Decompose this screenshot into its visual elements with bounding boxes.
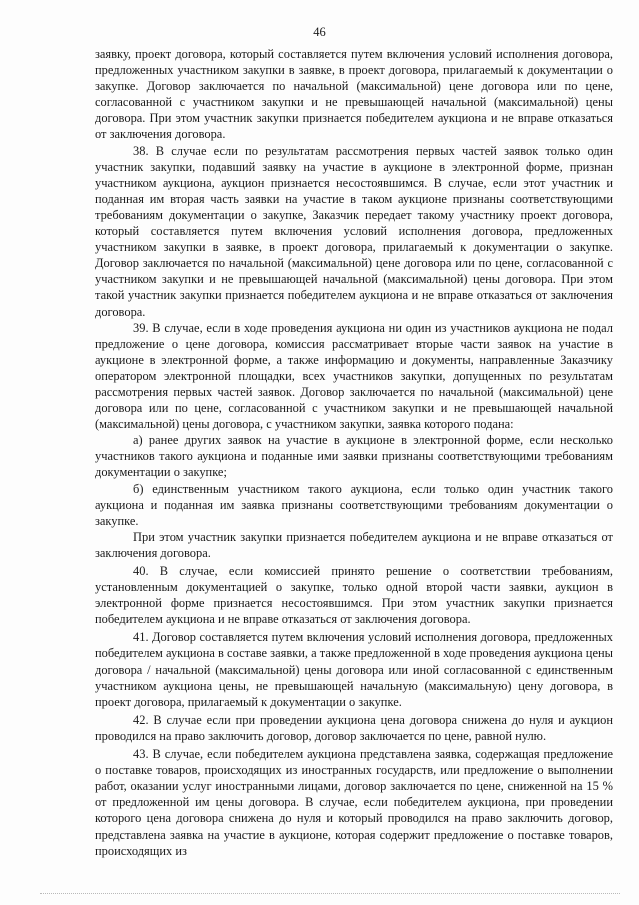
page-number: 46 — [313, 25, 326, 39]
paragraph-39-item-b: б) единственным участником такого аукциона, если только один участник такого аукциона и поданная им заявка признаны соответствующими требованиям документации о закупке. — [95, 481, 613, 528]
document-body — [95, 46, 613, 859]
paragraph-continuation: заявку, проект договора, который составляется путем включения условий исполнения договора, предложенных участником закупки в заявке, в проект договора, прилагаемый к документации о закупке. Договор заключается по начальной (максимальной) цене договора или по цене, согласованной с участником закупки и не превышающей начальной (максимальной) цены договора. При этом участник закупки признается победителем аукциона и не вправе отказаться от заключения договора. — [95, 47, 613, 142]
paragraph-43: 43. В случае, если победителем аукциона представлена заявка, содержащая предложение о поставке товаров, происходящих из иностранных государств, или предложение о выполнении работ, оказании услуг иностранными лицами, договор заключается по цене, сниженной на 15 % от предложенной им цены договора. В случае, если победителем аукциона, при проведении которого цена договора снижена до нуля и который проводился на право заключить договор, представлена заявка на участие в аукционе, которая содержит предложение о поставке товаров, происходящих из — [95, 747, 613, 858]
paragraph-39-conclusion: При этом участник закупки признается победителем аукциона и не вправе отказаться от заключения договора. — [95, 529, 613, 560]
paragraph-40: 40. В случае, если комиссией принято решение о соответствии требованиям, установленным документацией о закупке, только одной второй части заявки, аукцион в электронной форме признается несостоявшимся. При этом участник закупки признается победителем аукциона и не вправе отказаться от заключения договора. — [95, 564, 613, 627]
paragraph-41: 41. Договор составляется путем включения условий исполнения договора, предложенных победителем аукциона в составе заявки, а также предложенной в ходе проведения аукциона цены договора / начальной (максимальной) цены договора или иной согласованной с единственным участником аукциона цены, не превышающей начальную (максимальную) цену договора, в проект договора, прилагаемый к документации о закупке. — [95, 630, 613, 709]
paragraph-39-item-a: а) ранее других заявок на участие в аукционе в электронной форме, если несколько участников такого аукциона и поданные ими заявки признаны соответствующими требованиям документации о закупке; — [95, 433, 613, 480]
paragraph-38: 38. В случае если по результатам рассмотрения первых частей заявок только один участник закупки, подавший заявку на участие в аукционе в электронной форме, признан участником аукциона, аукцион признается несостоявшимся. В случае, если этот участник и поданная им вторая часть заявки на участие в таком аукционе признаны соответствующими требованиям документации о закупке, Заказчик передает такому участнику проект договора, который составляется путем включения условий исполнения договора, предложенных участником закупки в заявке, в проект договора, прилагаемый к документации о закупке. Договор заключается по начальной (максимальной) цене договора или по цене, согласованной с участником закупки и не превышающей начальной (максимальной) цены договора. При этом такой участник закупки признается победителем аукциона и не вправе отказаться от заключения договора. — [95, 143, 613, 319]
paragraph-42: 42. В случае если при проведении аукциона цена договора снижена до нуля и аукцион проводился на право заключить договор, договор заключается по цене, равной нулю. — [95, 712, 613, 743]
scan-footer-divider — [40, 893, 620, 894]
paragraph-39: 39. В случае, если в ходе проведения аукциона ни один из участников аукциона не подал предложение о цене договора, комиссия рассматривает вторые части заявок на участие в аукционе в электронной форме, а также информацию и документы, направленные Заказчику оператором электронной площадки, всех участников закупки, допущенных по результатам рассмотрения первых частей заявок. Договор заключается по начальной (максимальной) цене договора или по цене, согласованной с участником закупки и не превышающей начальной (максимальной) цены договора, с участником закупки, заявка которого подана: — [95, 320, 613, 432]
